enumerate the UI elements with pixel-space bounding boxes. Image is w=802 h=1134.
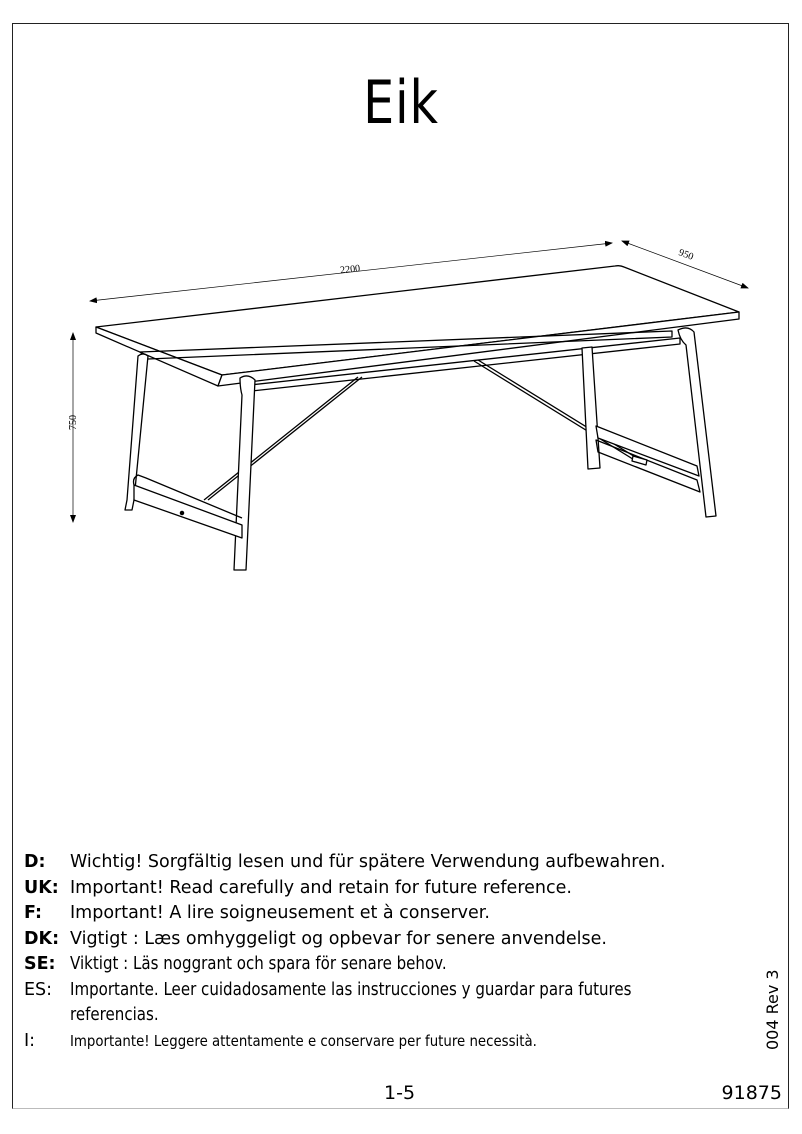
note-text: Importante! Leggere attentamente e conservare per future necessità.: [70, 1031, 537, 1050]
language-code: UK:: [24, 877, 59, 898]
language-code: SE:: [24, 954, 56, 974]
note-de: [24, 850, 754, 876]
note-text: Important! Read carefully and retain for future reference.: [70, 877, 572, 898]
dimension-length-label: 2200: [339, 263, 361, 277]
note-se: [24, 952, 754, 978]
note-text: Wichtig! Sorgfältig lesen und für spätere Verwendung aufbewahren.: [70, 852, 666, 872]
document-number: 91875: [721, 1082, 782, 1104]
note-text: Vigtigt : Læs omhyggeligt og opbevar for senere anvendelse.: [70, 928, 607, 949]
note-text: Viktigt : Läs noggrant och spara för senare behov.: [70, 954, 447, 974]
note-text: Importante. Leer cuidadosamente las instrucciones y guardar para futures referencias.: [70, 979, 632, 1025]
note-text: Important! A lire soigneusement et à conserver.: [70, 903, 490, 923]
page-number: 1-5: [384, 1082, 416, 1104]
dimension-width-label: 950: [677, 247, 695, 263]
table-outline: [96, 266, 739, 570]
language-code: DK:: [24, 928, 60, 949]
warning-notes: [24, 850, 754, 1054]
language-code: F:: [24, 903, 42, 923]
revision-label: 004 Rev 3: [763, 969, 782, 1050]
note-es: [24, 978, 754, 1029]
note-uk: [24, 876, 754, 902]
note-dk: [24, 927, 754, 953]
language-code: ES:: [24, 979, 53, 1000]
dimension-height-label: 750: [68, 415, 79, 430]
note-it: [24, 1029, 754, 1055]
language-code: I:: [24, 1030, 36, 1051]
page-title: Eik: [363, 68, 439, 138]
language-code: D:: [24, 852, 46, 872]
note-fr: [24, 901, 754, 927]
